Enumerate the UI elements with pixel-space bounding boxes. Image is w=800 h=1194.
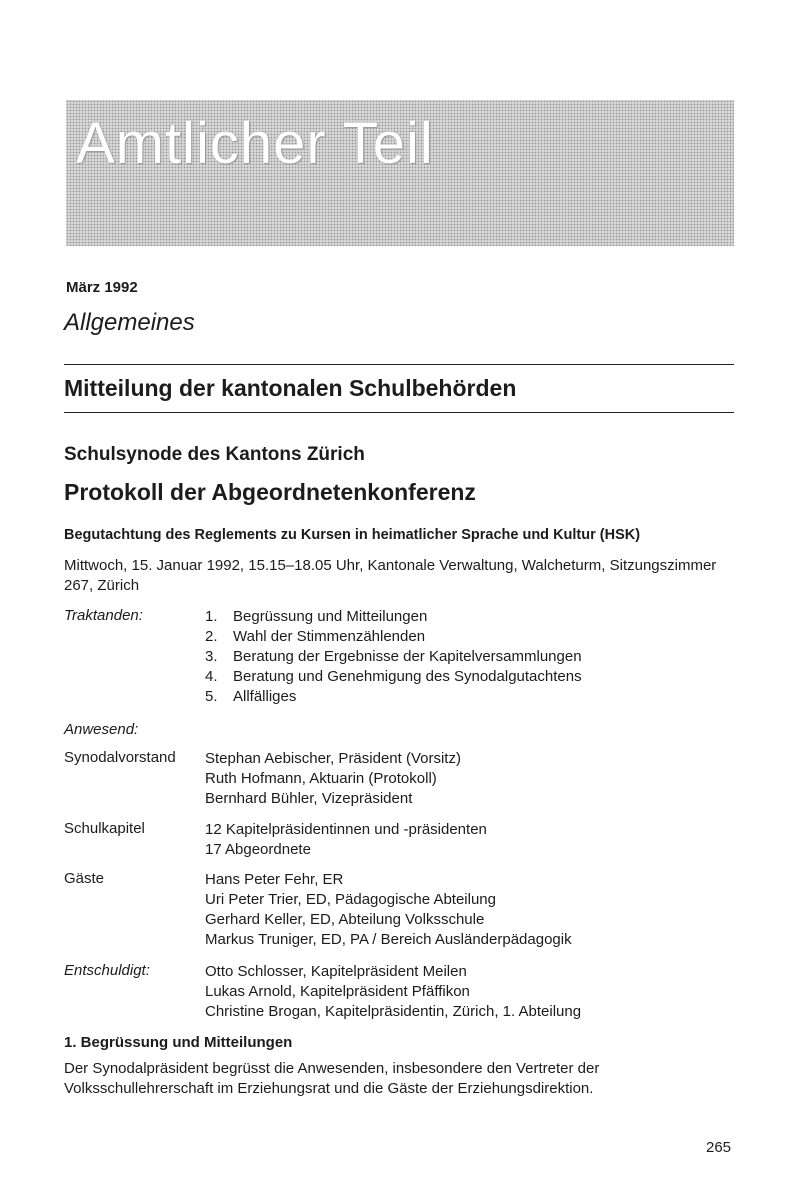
person-entry: Bernhard Bühler, Vizepräsident	[205, 790, 413, 807]
excused-label: Entschuldigt:	[64, 962, 150, 979]
people-list	[205, 820, 487, 860]
agenda-item: 5. Allfälliges	[205, 688, 297, 705]
person-entry: Uri Peter Trier, ED, Pädagogische Abteilung	[205, 891, 496, 908]
role-label: Gäste	[64, 870, 105, 887]
person-entry: Gerhard Keller, ED, Abteilung Volksschule	[205, 911, 485, 928]
page-number: 265	[706, 1139, 732, 1156]
section-title: Allgemeines	[64, 309, 195, 336]
people-list	[205, 870, 572, 950]
banner	[66, 100, 734, 246]
agenda-label: Traktanden:	[64, 607, 143, 624]
person-entry: Markus Truniger, ED, PA / Bereich Ausländerpädagogik	[205, 931, 572, 948]
agenda-item: 2. Wahl der Stimmenzählenden	[205, 628, 426, 645]
person-entry: 17 Abgeordnete	[205, 841, 311, 858]
protocol-title: Protokoll der Abgeordnetenkonferenz	[64, 479, 476, 505]
agenda-item: 3. Beratung der Ergebnisse der Kapitelversammlungen	[205, 648, 582, 665]
person-entry: Christine Brogan, Kapitelpräsidentin, Zürich, 1. Abteilung	[205, 1003, 582, 1020]
bottom-rule	[64, 412, 734, 413]
person-entry: Ruth Hofmann, Aktuarin (Protokoll)	[205, 770, 437, 787]
agenda-item: 4. Beratung und Genehmigung des Synodalgutachtens	[205, 668, 582, 685]
people-list	[205, 749, 461, 809]
person-entry: Hans Peter Fehr, ER	[205, 871, 344, 888]
issue-date: März 1992	[66, 279, 138, 296]
person-entry: 12 Kapitelpräsidentinnen und -präsidenten	[205, 821, 487, 838]
agenda-list	[205, 607, 582, 707]
excused-list	[205, 962, 581, 1022]
top-rule	[64, 364, 734, 365]
protocol-subtitle: Begutachtung des Reglements zu Kursen in heimatlicher Sprache und Kultur (HSK)	[64, 527, 641, 543]
person-entry: Stephan Aebischer, Präsident (Vorsitz)	[205, 750, 461, 767]
agenda-item: 1. Begrüssung und Mitteilungen	[205, 608, 428, 625]
attendance-label: Anwesend:	[64, 721, 139, 738]
banner-title: Amtlicher Teil	[76, 111, 434, 176]
notice-title: Mitteilung der kantonalen Schulbehörden	[64, 375, 517, 401]
person-entry: Lukas Arnold, Kapitelpräsident Pfäffikon	[205, 983, 470, 1000]
organization-heading: Schulsynode des Kantons Zürich	[64, 444, 365, 465]
section-heading: 1. Begrüssung und Mitteilungen	[64, 1034, 293, 1051]
role-label: Synodalvorstand	[64, 749, 176, 766]
role-label: Schulkapitel	[64, 820, 145, 837]
person-entry: Otto Schlosser, Kapitelpräsident Meilen	[205, 963, 467, 980]
section-paragraph: Der Synodalpräsident begrüsst die Anwesenden, insbesondere den Vertreter der Volksschullehrerschaft im Erziehungsrat und die Gäste der Erziehungsdirektion.	[64, 1060, 600, 1097]
meeting-info: Mittwoch, 15. Januar 1992, 15.15–18.05 Uhr, Kantonale Verwaltung, Walcheturm, Sitzungszimmer 267, Zürich	[64, 557, 717, 594]
